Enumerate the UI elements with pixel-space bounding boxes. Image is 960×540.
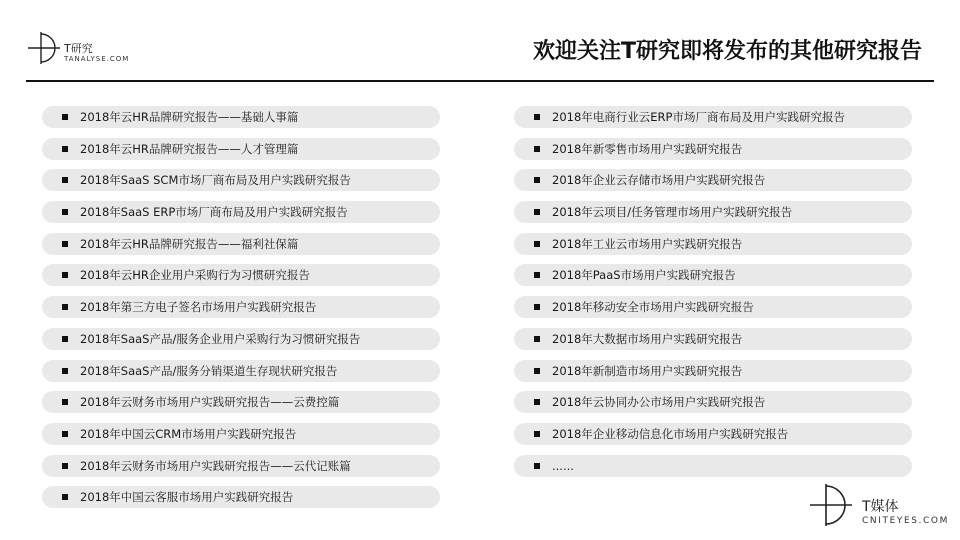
- tanalyse-logo: [26, 28, 166, 68]
- square-bullet-icon: [62, 146, 68, 152]
- square-bullet-icon: [62, 177, 68, 183]
- square-bullet-icon: [62, 431, 68, 437]
- report-title: 2018年云HR企业用户采购行为习惯研究报告: [80, 268, 310, 283]
- report-title: 2018年新制造市场用户实践研究报告: [552, 363, 743, 378]
- report-list-item: [514, 201, 912, 223]
- square-bullet-icon: [534, 463, 540, 469]
- report-title: 2018年SaaS产品/服务企业用户采购行为习惯研究报告: [80, 331, 361, 346]
- report-title: 2018年云HR品牌研究报告——人才管理篇: [80, 141, 299, 156]
- logo-domain: CNITEYES.COM: [862, 516, 949, 526]
- square-bullet-icon: [62, 399, 68, 405]
- square-bullet-icon: [62, 304, 68, 310]
- report-list-left: [42, 106, 440, 518]
- report-list-item: [42, 233, 440, 255]
- report-title: 2018年PaaS市场用户实践研究报告: [552, 268, 736, 283]
- report-title: 2018年SaaS SCM市场厂商布局及用户实践研究报告: [80, 173, 351, 188]
- square-bullet-icon: [62, 336, 68, 342]
- report-title: 2018年SaaS ERP市场厂商布局及用户实践研究报告: [80, 205, 348, 220]
- report-title: ......: [552, 458, 574, 473]
- square-bullet-icon: [534, 336, 540, 342]
- report-title: 2018年SaaS产品/服务分销渠道生存现状研究报告: [80, 363, 338, 378]
- report-title: 2018年第三方电子签名市场用户实践研究报告: [80, 300, 317, 315]
- report-list-item: [42, 264, 440, 286]
- t-media-logo-mark-icon: [806, 480, 856, 530]
- square-bullet-icon: [62, 368, 68, 374]
- report-list-item: [514, 169, 912, 191]
- square-bullet-icon: [62, 272, 68, 278]
- report-list-item: [42, 328, 440, 350]
- report-list-item: [42, 201, 440, 223]
- report-list-item: [42, 486, 440, 508]
- square-bullet-icon: [534, 399, 540, 405]
- page-title: 欢迎关注T研究即将发布的其他研究报告: [532, 39, 922, 64]
- report-title: 2018年企业云存储市场用户实践研究报告: [552, 173, 766, 188]
- square-bullet-icon: [534, 272, 540, 278]
- report-title: 2018年工业云市场用户实践研究报告: [552, 236, 743, 251]
- report-list-item: [514, 233, 912, 255]
- report-list-item: [42, 296, 440, 318]
- square-bullet-icon: [534, 177, 540, 183]
- square-bullet-icon: [62, 114, 68, 120]
- t-logo-mark-icon: [26, 28, 62, 68]
- report-list-item: [514, 264, 912, 286]
- cniteyes-logo: [806, 480, 956, 530]
- report-title: 2018年中国云客服市场用户实践研究报告: [80, 490, 294, 505]
- report-list-item: [514, 138, 912, 160]
- report-title: 2018年中国云CRM市场用户实践研究报告: [80, 426, 297, 441]
- report-title: 2018年大数据市场用户实践研究报告: [552, 331, 743, 346]
- report-title: 2018年移动安全市场用户实践研究报告: [552, 300, 754, 315]
- report-list-item: [42, 423, 440, 445]
- report-title: 2018年云HR品牌研究报告——基础人事篇: [80, 110, 299, 124]
- report-list-right: [514, 106, 912, 486]
- report-title: 2018年企业移动信息化市场用户实践研究报告: [552, 426, 789, 441]
- report-list-item: [42, 169, 440, 191]
- report-title: 2018年新零售市场用户实践研究报告: [552, 141, 743, 156]
- report-title: 2018年云HR品牌研究报告——福利社保篇: [80, 236, 299, 251]
- report-list-item: [514, 360, 912, 382]
- square-bullet-icon: [62, 494, 68, 500]
- report-title: 2018年云项目/任务管理市场用户实践研究报告: [552, 205, 793, 220]
- square-bullet-icon: [534, 209, 540, 215]
- square-bullet-icon: [534, 368, 540, 374]
- report-list-item: [514, 423, 912, 445]
- report-title: 2018年云财务市场用户实践研究报告——云代记账篇: [80, 458, 351, 473]
- square-bullet-icon: [534, 146, 540, 152]
- report-list-item: [42, 391, 440, 413]
- square-bullet-icon: [534, 241, 540, 247]
- square-bullet-icon: [534, 431, 540, 437]
- logo-domain: TANALYSE.COM: [64, 55, 130, 63]
- report-list-item: [514, 455, 912, 477]
- logo-name: T研究: [64, 42, 93, 55]
- square-bullet-icon: [62, 241, 68, 247]
- report-list-item: [42, 455, 440, 477]
- square-bullet-icon: [62, 463, 68, 469]
- report-title: 2018年云协同办公市场用户实践研究报告: [552, 395, 766, 410]
- report-list-item: [514, 296, 912, 318]
- report-list-item: [514, 328, 912, 350]
- square-bullet-icon: [534, 304, 540, 310]
- square-bullet-icon: [534, 114, 540, 120]
- report-title: 2018年云财务市场用户实践研究报告——云费控篇: [80, 395, 340, 410]
- report-list-item: [42, 106, 440, 128]
- report-list-item: [514, 106, 912, 128]
- report-title: 2018年电商行业云ERP市场厂商布局及用户实践研究报告: [552, 110, 845, 124]
- report-list-item: [514, 391, 912, 413]
- report-list-item: [42, 138, 440, 160]
- header-divider: [26, 80, 934, 82]
- logo-name: T媒体: [862, 499, 899, 515]
- report-list-item: [42, 360, 440, 382]
- square-bullet-icon: [62, 209, 68, 215]
